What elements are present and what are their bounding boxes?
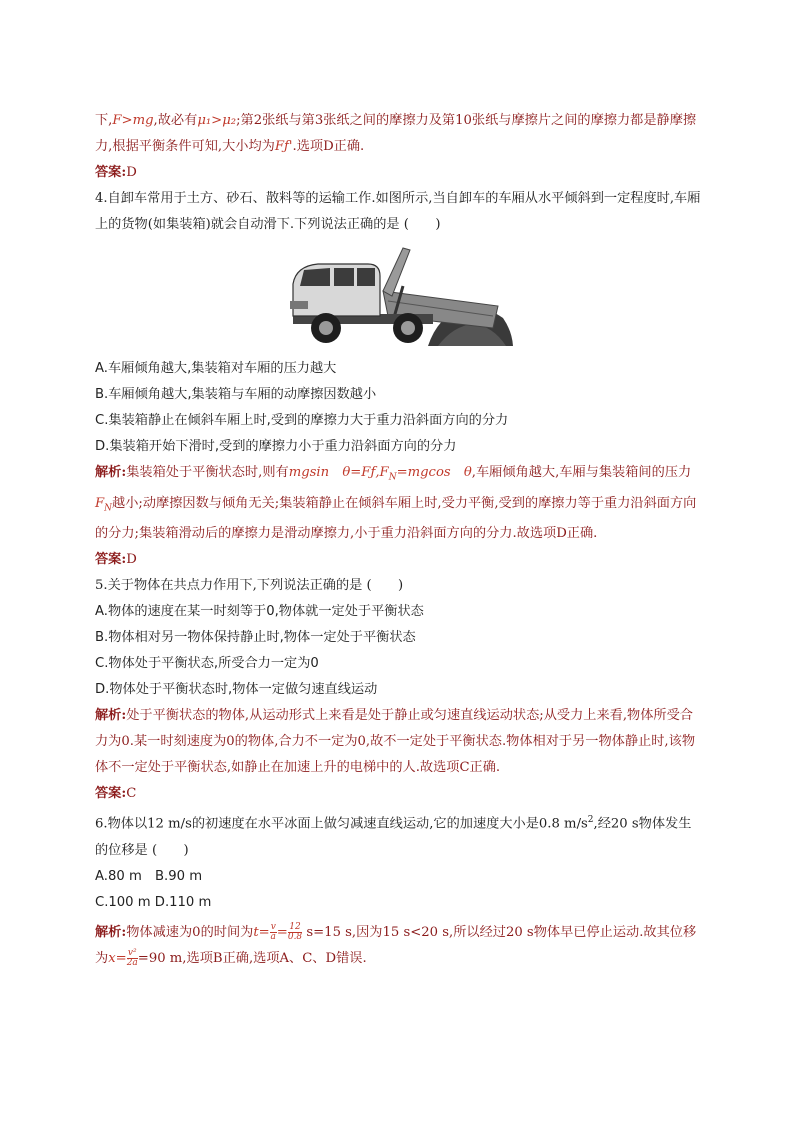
intro-text-2: ,故必有 [153, 113, 198, 128]
q4-option-b: B.车厢倾角越大,集装箱与车厢的动摩擦因数越小 [95, 387, 377, 402]
force-formula: F>mg [112, 113, 154, 128]
answer-label: 答案: [95, 786, 127, 802]
document-page [95, 108, 701, 972]
fraction-12-over-08 [288, 923, 302, 942]
q6-stem-sup: 2 [587, 815, 594, 826]
q4-analysis-text-3: 越小;动摩擦因数与倾角无关;集装箱静止在倾斜车厢上时,受力平衡,受到的摩擦力等于重力沿斜面方向的分力;集装箱滑动后的摩擦力是滑动摩擦力,小于重力沿斜面方向的分力.故选项D正确. [95, 495, 697, 542]
answer-q3 [95, 160, 701, 186]
q4-formula-n: N [388, 472, 397, 483]
q6-stem-text-2: ,经20 s物体发生的位移是 ( ) [95, 816, 692, 858]
intro-text-4: .选项D正确. [292, 139, 365, 154]
q5-analysis [95, 703, 701, 781]
question-5-stem: 5.关于物体在共点力作用下,下列说法正确的是 ( ) [95, 578, 404, 594]
friction-formula: Fƒ' [274, 139, 293, 154]
answer-label: 答案: [95, 552, 127, 568]
fraction-v2-over-2a [127, 949, 138, 968]
fraction-denominator: a [270, 931, 276, 942]
q6-x-eq: x= [108, 950, 127, 966]
q6-stem-text-1: 6.物体以12 m/s的初速度在水平冰面上做匀减速直线运动,它的加速度大小是0.8 m/s [95, 816, 588, 832]
q5-option-b: B.物体相对另一物体保持静止时,物体一定处于平衡状态 [95, 630, 416, 646]
q6-eq-sign: = [276, 924, 288, 940]
q5-option-a: A.物体的速度在某一时刻等于0,物体就一定处于平衡状态 [95, 604, 424, 620]
fraction-numerator: 12 [289, 921, 301, 932]
q4-option-c: C.集装箱静止在倾斜车厢上时,受到的摩擦力大于重力沿斜面方向的分力 [95, 413, 509, 428]
q6-option-ab: A.80 m B.90 m [95, 868, 203, 884]
intro-text-3: ;第2张纸与第3张纸之间的摩擦力及第10张纸与摩擦片之间的摩擦力都是静摩擦力,根据平衡条件可知,大小均为 [95, 113, 697, 154]
fraction-denominator: 0.8 [287, 931, 303, 942]
question-6-stem [95, 807, 701, 863]
q4-analysis-text-2: ,车厢倾角越大,车厢与集装箱间的压力 [471, 465, 692, 480]
q4-fn: F [95, 495, 105, 511]
q4-analysis [95, 460, 701, 547]
answer-value: D [126, 552, 137, 568]
q4-formula-1: mgsin θ=Fƒ,F [288, 465, 389, 480]
q6-analysis-text-1: 物体减速为0的时间为 [126, 924, 254, 940]
mu-formula: μ₁>μ₂ [197, 113, 237, 128]
analysis-label: 解析: [95, 708, 127, 724]
answer-value: C [126, 786, 137, 802]
q5-analysis-text: 处于平衡状态的物体,从运动形式上来看是处于静止或匀速直线运动状态;从受力上来看,物体所受合力为0.某一时刻速度为0的物体,合力不一定为0,故不一定处于平衡状态.物体相对于另一物体静止时,该物体不一定处于平衡状态,如静止在加速上升的电梯中的人.故选项C正确. [95, 708, 696, 776]
q5-option-c: C.物体处于平衡状态,所受合力一定为0 [95, 656, 319, 672]
answer-q5 [95, 781, 701, 807]
q6-analysis-text-3: =90 m,选项B正确,选项A、C、D错误. [137, 950, 367, 966]
q4-analysis-text-1: 集装箱处于平衡状态时,则有 [126, 465, 289, 480]
intro-text-1: 下, [95, 113, 113, 128]
answer-value: D [126, 165, 137, 180]
q6-analysis-text-2: s=15 s,因为15 s<20 s,所以经过20 s物体早已停止运动.故其位移为 [95, 924, 697, 966]
q4-option-a: A.车厢倾角越大,集装箱对车厢的压力越大 [95, 361, 337, 376]
fraction-numerator: v [270, 921, 276, 932]
fraction-numerator: v² [127, 947, 137, 958]
dump-truck-image [288, 246, 513, 350]
q5-option-d: D.物体处于平衡状态时,物体一定做匀速直线运动 [95, 682, 378, 698]
q6-analysis [95, 920, 701, 972]
analysis-label: 解析: [95, 465, 127, 480]
q4-fn-sub: N [104, 503, 113, 514]
q4-option-d: D.集装箱开始下滑时,受到的摩擦力小于重力沿斜面方向的分力 [95, 439, 457, 454]
analysis-label: 解析: [95, 924, 127, 940]
intro-paragraph [95, 108, 701, 160]
q6-t-eq: t= [253, 924, 270, 940]
answer-q4 [95, 547, 701, 573]
q4-formula-2: =mgcos θ [396, 465, 472, 480]
dump-truck-illustration [288, 246, 513, 350]
answer-label: 答案: [95, 165, 127, 180]
q6-option-cd: C.100 m D.110 m [95, 894, 212, 910]
fraction-v-over-a [270, 923, 277, 942]
question-4-stem: 4.自卸车常用于土方、砂石、散料等的运输工作.如图所示,当自卸车的车厢从水平倾斜到一定程度时,车厢上的货物(如集装箱)就会自动滑下.下列说法正确的是 ( ) [95, 191, 701, 232]
fraction-denominator: 2a [126, 957, 138, 968]
